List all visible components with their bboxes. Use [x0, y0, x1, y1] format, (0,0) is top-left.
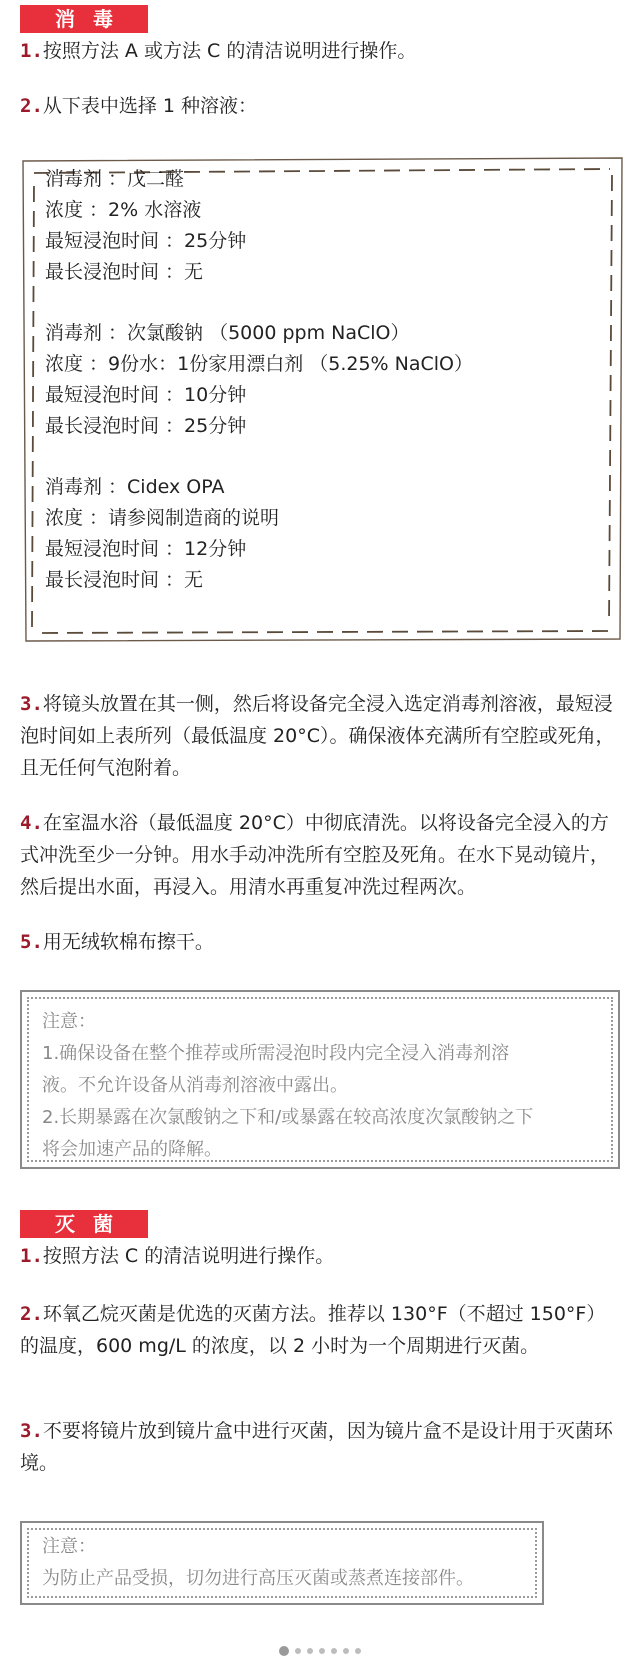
sterilization-note-box: [20, 1521, 544, 1605]
solution-2-line-3: 最短浸泡时间 ：10分钟: [45, 384, 247, 406]
pagination-dot[interactable]: [343, 1648, 349, 1654]
solution-1-line-2: 浓度 ：2% 水溶液: [45, 199, 202, 221]
section-tag-sterilization: 灭菌: [20, 1210, 148, 1238]
note-title: 注意：: [42, 1536, 96, 1557]
note-line: 为防止产品受损，切勿进行高压灭菌或蒸煮连接部件。: [42, 1568, 474, 1589]
step-number: 3.: [20, 1420, 43, 1442]
pagination-dot[interactable]: [355, 1648, 361, 1654]
disinfection-step-5: [20, 926, 620, 958]
solution-3-line-4: 最长浸泡时间 ：无: [45, 569, 204, 591]
step-number: 1.: [20, 40, 43, 62]
note-line: 2.长期暴露在次氯酸钠之下和/或暴露在较高浓度次氯酸钠之下: [42, 1107, 534, 1128]
step-text: 按照方法 C 的清洁说明进行操作。: [42, 1245, 335, 1267]
pagination-dots: [0, 1640, 640, 1650]
step-text: 在室温水浴（最低温度 20°C）中彻底清洗。以将设备完全浸入的方式冲洗至少一分钟。用水手动冲洗所有空腔及死角。在水下晃动镜片，然后提出水面，再浸入。用清水再重复冲洗过程两次。: [20, 812, 610, 898]
disinfection-step-2: [20, 90, 620, 122]
solution-2-line-1: 消毒剂 ：次氯酸钠 （5000 ppm NaClO）: [45, 322, 410, 344]
sterilization-step-2: [20, 1298, 620, 1362]
step-number: 5.: [20, 931, 43, 953]
disinfection-step-3: [20, 688, 620, 784]
step-number: 2.: [20, 1303, 43, 1325]
note-line: 1.确保设备在整个推荐或所需浸泡时段内完全浸入消毒剂溶: [42, 1043, 510, 1064]
step-number: 3.: [20, 693, 43, 715]
step-text: 将镜头放置在其一侧，然后将设备完全浸入选定消毒剂溶液，最短浸泡时间如上表所列（最低温度 20°C）。确保液体充满所有空腔或死角，且无任何气泡附着。: [20, 693, 615, 779]
solution-2-line-2: 浓度 ：9份水：1份家用漂白剂 （5.25% NaClO）: [45, 353, 474, 375]
solution-2-line-4: 最长浸泡时间 ：25分钟: [45, 415, 247, 437]
step-text: 环氧乙烷灭菌是优选的灭菌方法。推荐以 130°F（不超过 150°F）的温度，600 mg/L 的浓度，以 2 小时为一个周期进行灭菌。: [20, 1303, 606, 1357]
solution-1-line-1: 消毒剂 ：戊二醛: [45, 168, 185, 190]
step-number: 1.: [20, 1245, 43, 1267]
pagination-dot[interactable]: [319, 1648, 325, 1654]
solution-3-line-1: 消毒剂 ：Cidex OPA: [45, 476, 225, 498]
note-line: 将会加速产品的降解。: [42, 1139, 222, 1160]
step-text: 用无绒软棉布擦干。: [42, 931, 214, 953]
step-text: 按照方法 A 或方法 C 的清洁说明进行操作。: [42, 40, 417, 62]
note-line: 液。不允许设备从消毒剂溶液中露出。: [42, 1075, 348, 1096]
pagination-dot[interactable]: [279, 1646, 289, 1656]
disinfection-step-4: [20, 807, 620, 903]
pagination-dot[interactable]: [295, 1648, 301, 1654]
section-tag-disinfection: 消毒: [20, 5, 148, 33]
disinfection-step-1: [20, 35, 620, 67]
solution-3-line-2: 浓度 ：请参阅制造商的说明: [45, 507, 280, 529]
step-text: 不要将镜片放到镜片盒中进行灭菌，因为镜片盒不是设计用于灭菌环境。: [20, 1420, 613, 1474]
solution-1-line-4: 最长浸泡时间 ：无: [45, 261, 204, 283]
pagination-dot[interactable]: [307, 1648, 313, 1654]
solution-1-line-3: 最短浸泡时间 ：25分钟: [45, 230, 247, 252]
step-number: 4.: [20, 812, 43, 834]
step-text: 从下表中选择 1 种溶液：: [42, 95, 258, 117]
sterilization-step-1: [20, 1240, 620, 1272]
solution-3-line-3: 最短浸泡时间 ：12分钟: [45, 538, 247, 560]
pagination-dot[interactable]: [331, 1648, 337, 1654]
disinfection-note-box: [20, 990, 620, 1169]
sterilization-step-3: [20, 1415, 620, 1479]
note-title: 注意：: [42, 1011, 96, 1032]
step-number: 2.: [20, 95, 43, 117]
